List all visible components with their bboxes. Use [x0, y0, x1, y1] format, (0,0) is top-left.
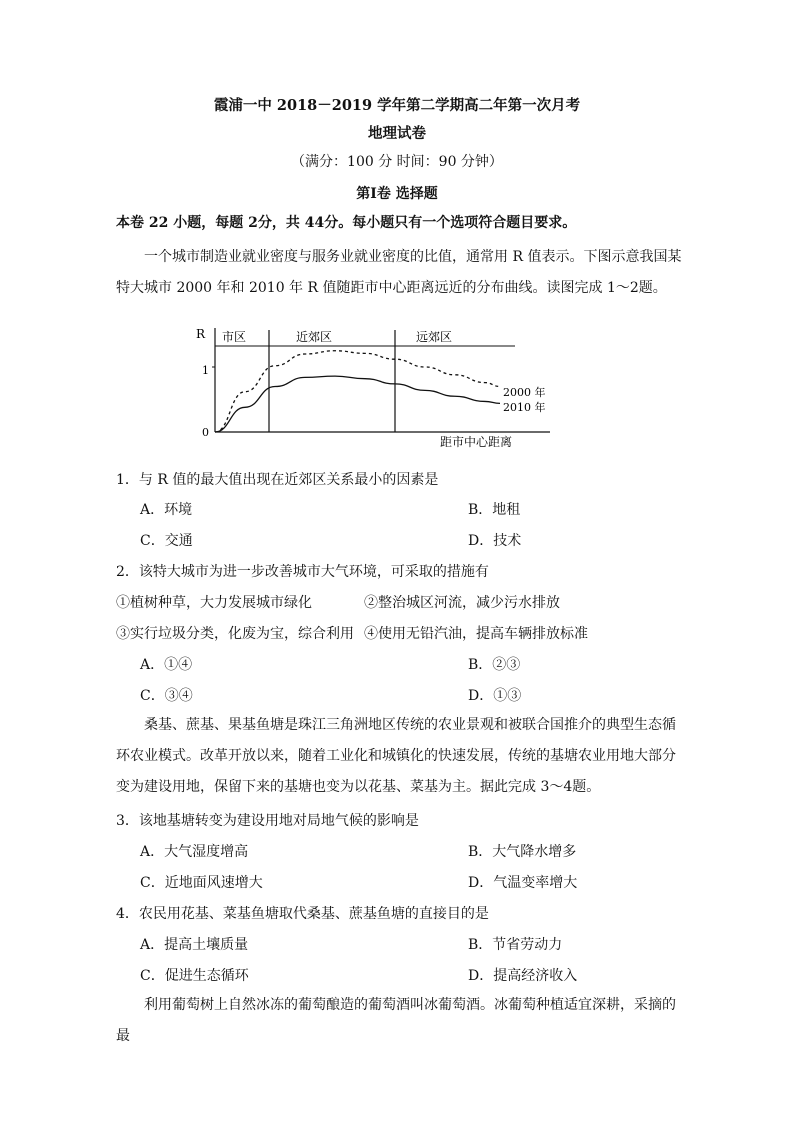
series-line-2010 — [215, 376, 500, 432]
zone-label-urban: 市区 — [222, 330, 247, 344]
q4-option-c[interactable]: C．促进生态循环 — [140, 968, 249, 984]
q3-option-a[interactable]: A．大气湿度增高 — [140, 844, 249, 860]
q2-item-3: ③实行垃圾分类，化废为宝，综合利用 — [116, 626, 354, 642]
q1-option-b[interactable]: B．地租 — [468, 502, 521, 518]
q2-item-2: ②整治城区河流，减少污水排放 — [364, 595, 560, 611]
q3-option-d[interactable]: D．气温变率增大 — [468, 875, 578, 891]
legend-2000: 2000 年 — [503, 386, 546, 399]
q2-option-b[interactable]: B．②③ — [468, 657, 521, 673]
zone-label-outer-suburb: 远郊区 — [416, 330, 453, 344]
question-3-stem: 3．该地基塘转变为建设用地对局地气候的影响是 — [116, 813, 419, 829]
q2-option-d[interactable]: D．①③ — [468, 688, 522, 704]
q1-option-d[interactable]: D．技术 — [468, 533, 522, 549]
passage-2: 桑基、蔗基、果基鱼塘是珠江三角洲地区传统的农业景观和被联合国推介的典型生态循环农业模式。改革开放以来，随着工业化和城镇化的快速发展，传统的基塘农业用地大部分变为建设用地，保留下来的基塘也变为以花基、菜基为主。据此完成 3～4题。 — [116, 717, 676, 795]
q1-option-a[interactable]: A．环境 — [140, 502, 193, 518]
q4-option-b[interactable]: B．节省劳动力 — [468, 937, 563, 953]
legend-2010: 2010 年 — [503, 401, 546, 414]
q2-item-1: ①植树种草，大力发展城市绿化 — [116, 595, 312, 611]
r-value-chart — [190, 322, 560, 452]
section-title: 第Ⅰ卷 选择题 — [356, 186, 438, 202]
q3-option-b[interactable]: B．大气降水增多 — [468, 844, 577, 860]
y-tick-1: 1 — [202, 364, 209, 377]
exam-info: （满分：100 分 时间：90 分钟） — [291, 154, 503, 170]
q4-option-d[interactable]: D．提高经济收入 — [468, 968, 578, 984]
q2-option-c[interactable]: C．③④ — [140, 688, 193, 704]
y-axis-label: R — [196, 327, 206, 341]
y-tick-0: 0 — [202, 426, 209, 439]
q2-item-4: ④使用无铅汽油，提高车辆排放标准 — [364, 626, 588, 642]
passage-1: 一个城市制造业就业密度与服务业就业密度的比值，通常用 R 值表示。下图示意我国某特大城市 2000 年和 2010 年 R 值随距市中心距离远近的分布曲线。读图完成 1～2题。 — [116, 249, 682, 296]
question-4-stem: 4．农民用花基、菜基鱼塘取代桑基、蔗基鱼塘的直接目的是 — [116, 906, 489, 922]
passage-3: 利用葡萄树上自然冰冻的葡萄酿造的葡萄酒叫冰葡萄酒。冰葡萄种植适宜深耕，采摘的最 — [116, 997, 676, 1044]
question-2-stem: 2．该特大城市为进一步改善城市大气环境，可采取的措施有 — [116, 564, 489, 580]
q1-option-c[interactable]: C．交通 — [140, 533, 193, 549]
question-1-stem: 1．与 R 值的最大值出现在近郊区关系最小的因素是 — [116, 472, 439, 488]
series-line-2000 — [215, 351, 500, 432]
exam-title: 霞浦一中 2018－2019 学年第二学期高二年第一次月考 — [213, 97, 581, 114]
instructions: 本卷 22 小题，每题 2分，共 44分。每小题只有一个选项符合题目要求。 — [116, 215, 577, 231]
x-axis-label: 距市中心距离 — [440, 435, 513, 449]
zone-label-inner-suburb: 近郊区 — [296, 330, 333, 344]
exam-subject: 地理试卷 — [368, 125, 426, 142]
q3-option-c[interactable]: C．近地面风速增大 — [140, 875, 263, 891]
q2-option-a[interactable]: A．①④ — [140, 657, 193, 673]
q4-option-a[interactable]: A．提高土壤质量 — [140, 937, 249, 953]
